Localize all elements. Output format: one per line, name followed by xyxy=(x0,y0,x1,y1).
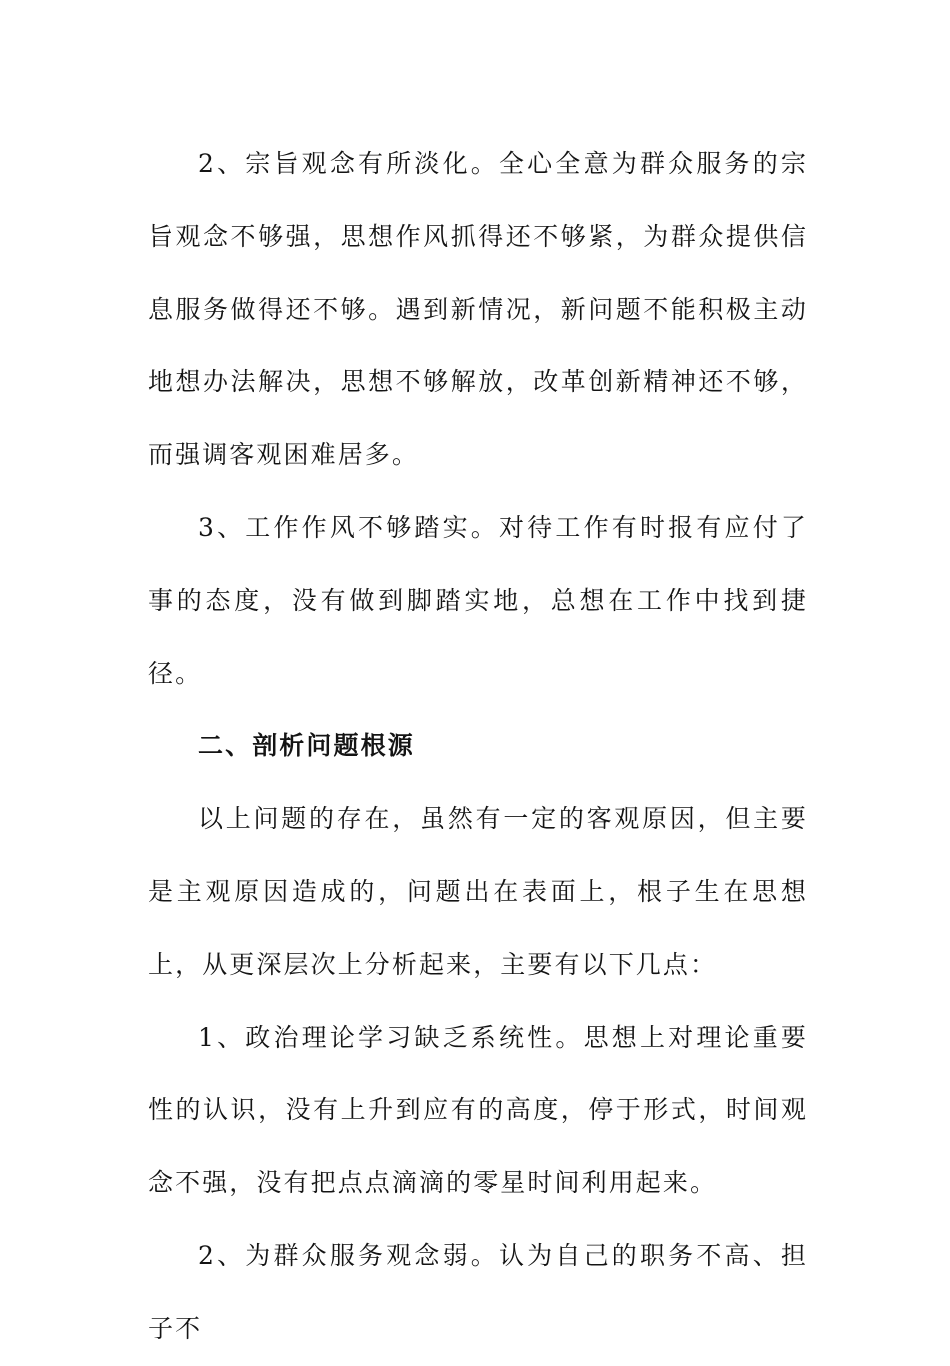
paragraph-purpose-awareness: 2、宗旨观念有所淡化。全心全意为群众服务的宗旨观念不够强，思想作风抓得还不够紧，为群众提供信息服务做得还不够。遇到新情况，新问题不能积极主动地想办法解决，思想不够解放，改革创新精神还不够，而强调客观困难居多。 xyxy=(148,149,808,470)
section-heading-root-causes: 二、剖析问题根源 xyxy=(198,731,415,761)
paragraph-service-awareness: 2、为群众服务观念弱。认为自己的职务不高、担子不 xyxy=(148,1240,808,1343)
paragraph-work-style: 3、工作作风不够踏实。对待工作有时报有应付了事的态度，没有做到脚踏实地，总想在工作中找到捷径。 xyxy=(148,512,808,688)
document-body xyxy=(148,128,808,1366)
paragraph-theory-study: 1、政治理论学习缺乏系统性。思想上对理论重要性的认识，没有上升到应有的高度，停于形式，时间观念不强，没有把点点滴滴的零星时间利用起来。 xyxy=(148,1022,808,1198)
paragraph-causes-intro: 以上问题的存在，虽然有一定的客观原因，但主要是主观原因造成的，问题出在表面上，根子生在思想上，从更深层次上分析起来，主要有以下几点： xyxy=(148,804,808,979)
